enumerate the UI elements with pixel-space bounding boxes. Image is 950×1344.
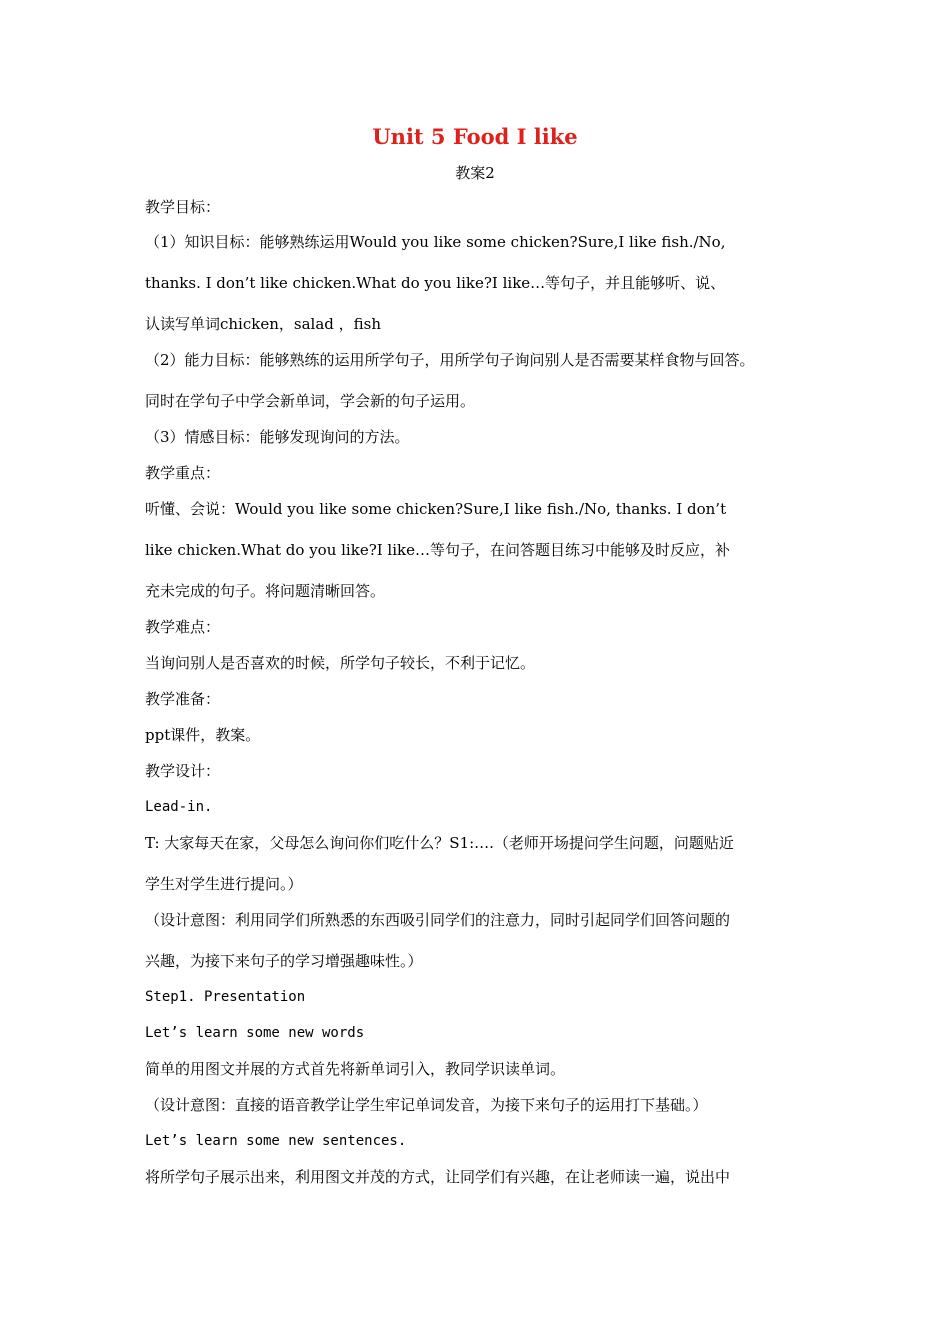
- paragraph-line: （设计意图：直接的语音教学让学生牢记单词发音，为接下来句子的运用打下基础。）: [145, 1096, 708, 1114]
- paragraph-line: 同时在学句子中学会新单词，学会新的句子运用。: [145, 392, 476, 410]
- paragraph-line: 学生对学生进行提问。）: [145, 875, 303, 893]
- paragraph-line: 当询问别人是否喜欢的时候，所学句子较长，不利于记忆。: [145, 654, 536, 672]
- document-subtitle: 教案2: [455, 164, 495, 182]
- section-heading-objectives: 教学目标：: [145, 198, 221, 216]
- subheading-new-words: Let’s learn some new words: [145, 1025, 365, 1041]
- section-heading-design: 教学设计：: [145, 762, 221, 780]
- paragraph-line: （1）知识目标：能够熟练运用Would you like some chicken?Sure,I like fish./No,: [145, 233, 726, 251]
- section-heading-key-points: 教学重点：: [145, 464, 221, 482]
- paragraph-line: 认读写单词chicken，salad ，fish: [145, 315, 382, 333]
- paragraph-line: 兴趣，为接下来句子的学习增强趣味性。）: [145, 952, 423, 970]
- subheading-new-sentences: Let’s learn some new sentences.: [145, 1133, 407, 1149]
- paragraph-line: like chicken.What do you like?I like…等句子，在问答题目练习中能够及时反应，补: [145, 541, 730, 559]
- paragraph-line: 简单的用图文并展的方式首先将新单词引入，教同学识读单词。: [145, 1060, 566, 1078]
- paragraph-line: （2）能力目标：能够熟练的运用所学句子，用所学句子询问别人是否需要某样食物与回答。: [145, 351, 755, 369]
- document-title: Unit 5 Food I like: [372, 124, 578, 149]
- paragraph-line: T: 大家每天在家，父母怎么询问你们吃什么？S1:….（老师开场提问学生问题，问题贴近: [145, 834, 734, 852]
- step-heading-presentation: Step1. Presentation: [145, 989, 306, 1005]
- step-heading-lead-in: Lead-in.: [145, 799, 213, 815]
- section-heading-difficulties: 教学难点：: [145, 618, 221, 636]
- paragraph-line: 将所学句子展示出来，利用图文并茂的方式，让同学们有兴趣，在让老师读一遍，说出中: [145, 1168, 731, 1186]
- paragraph-line: thanks. I don’t like chicken.What do you like?I like…等句子，并且能够听、说、: [145, 274, 726, 292]
- paragraph-line: （设计意图：利用同学们所熟悉的东西吸引同学们的注意力，同时引起同学们回答问题的: [145, 911, 731, 929]
- paragraph-line: （3）情感目标：能够发现询问的方法。: [145, 428, 410, 446]
- paragraph-line: 听懂、会说：Would you like some chicken?Sure,I like fish./No, thanks. I don’t: [145, 500, 727, 518]
- section-heading-preparation: 教学准备：: [145, 690, 221, 708]
- paragraph-line: ppt课件，教案。: [145, 726, 261, 744]
- paragraph-line: 充未完成的句子。将问题清晰回答。: [145, 582, 386, 600]
